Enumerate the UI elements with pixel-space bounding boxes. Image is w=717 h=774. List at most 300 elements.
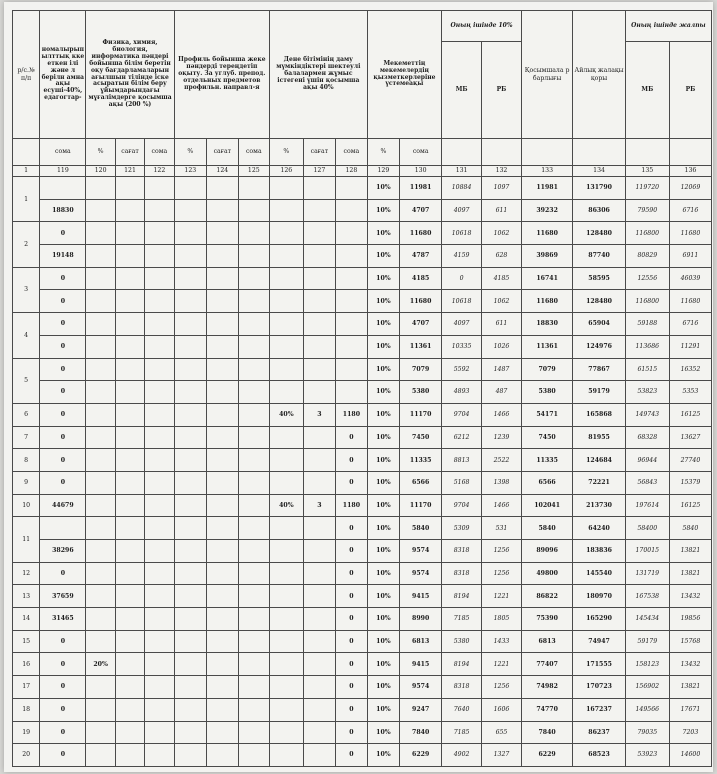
mb-10-cell: 5168 <box>442 471 482 494</box>
mb-10-cell: 8318 <box>442 540 482 563</box>
profile-hours-cell <box>207 630 238 653</box>
science-hours-cell <box>115 562 144 585</box>
special-pct-cell <box>270 358 304 381</box>
profile-hours-cell <box>207 676 238 699</box>
mb-10-cell: 5380 <box>442 630 482 653</box>
row-number-cell: 7 <box>13 426 40 449</box>
profile-pct-cell <box>174 653 207 676</box>
special-pct-cell <box>270 608 304 631</box>
science-sum-cell <box>145 222 174 245</box>
special-hours-cell <box>303 744 336 767</box>
rb-10-cell: 1805 <box>482 608 522 631</box>
profile-hours-cell <box>207 313 238 336</box>
special-pct-cell <box>270 449 304 472</box>
science-pct-cell <box>86 517 115 540</box>
science-sum-cell <box>145 562 174 585</box>
row-number-cell: 4 <box>13 313 40 358</box>
table-row <box>13 562 712 585</box>
science-pct-cell <box>86 313 115 336</box>
amount-cell: 0 <box>40 562 86 585</box>
index-cell: 120 <box>86 166 115 177</box>
amount-cell: 0 <box>40 426 86 449</box>
total-additions-cell: 7079 <box>521 358 572 381</box>
science-pct-cell <box>86 471 115 494</box>
index-cell: 135 <box>625 166 669 177</box>
amount-cell: 0 <box>40 721 86 744</box>
row-number-cell: 14 <box>13 608 40 631</box>
rb-10-cell: 1256 <box>482 562 522 585</box>
row-number-cell: 16 <box>13 653 40 676</box>
total-mb-cell: 149566 <box>625 698 669 721</box>
special-sum-cell: 0 <box>336 449 368 472</box>
special-sum-cell: 0 <box>336 608 368 631</box>
profile-sum-cell <box>238 381 270 404</box>
amount-cell: 0 <box>40 676 86 699</box>
science-hours-cell <box>115 403 144 426</box>
profile-sum-cell <box>238 199 270 222</box>
profile-sum-cell <box>238 608 270 631</box>
monthly-fund-cell: 165290 <box>573 608 625 631</box>
total-additions-cell: 75390 <box>521 608 572 631</box>
experience-pct-cell: 10% <box>367 517 400 540</box>
science-hours-cell <box>115 177 144 200</box>
special-sum-cell: 0 <box>336 426 368 449</box>
science-sum-cell <box>145 540 174 563</box>
special-hours-cell <box>303 245 336 268</box>
amount-cell: 0 <box>40 267 86 290</box>
total-rb-cell: 15768 <box>669 630 711 653</box>
profile-hours-cell <box>207 222 238 245</box>
science-sum-cell <box>145 381 174 404</box>
monthly-fund-cell: 128480 <box>573 290 625 313</box>
profile-sum-cell <box>238 290 270 313</box>
rb-10-cell: 1606 <box>482 698 522 721</box>
amount-cell: 0 <box>40 744 86 767</box>
amount-cell: 0 <box>40 653 86 676</box>
profile-sum-cell <box>238 358 270 381</box>
experience-pct-cell: 10% <box>367 698 400 721</box>
table-row <box>13 222 712 245</box>
index-cell: 125 <box>238 166 270 177</box>
science-pct-cell <box>86 585 115 608</box>
profile-hours-cell <box>207 540 238 563</box>
experience-pct-cell: 10% <box>367 653 400 676</box>
profile-sum-cell <box>238 403 270 426</box>
monthly-fund-cell: 81955 <box>573 426 625 449</box>
science-pct-cell <box>86 698 115 721</box>
special-pct-cell: 40% <box>270 403 304 426</box>
science-hours-cell <box>115 290 144 313</box>
total-mb-cell: 80829 <box>625 245 669 268</box>
total-additions-cell: 102041 <box>521 494 572 517</box>
profile-sum-cell <box>238 676 270 699</box>
total-rb-cell: 14600 <box>669 744 711 767</box>
profile-sum-cell <box>238 449 270 472</box>
table-row <box>13 358 712 381</box>
amount-cell: 0 <box>40 381 86 404</box>
special-pct-cell <box>270 630 304 653</box>
total-mb-cell: 149743 <box>625 403 669 426</box>
table-body <box>13 177 712 767</box>
total-rb-cell: 12069 <box>669 177 711 200</box>
total-additions-cell: 18830 <box>521 313 572 336</box>
monthly-fund-cell: 58595 <box>573 267 625 290</box>
science-pct-cell <box>86 562 115 585</box>
table-row <box>13 721 712 744</box>
science-pct-cell <box>86 290 115 313</box>
special-hours-cell <box>303 222 336 245</box>
experience-sum-cell: 11170 <box>400 403 442 426</box>
experience-pct-cell: 10% <box>367 630 400 653</box>
experience-pct-cell: 10% <box>367 245 400 268</box>
profile-sum-cell <box>238 426 270 449</box>
monthly-fund-cell: 167237 <box>573 698 625 721</box>
mb-10-cell: 8194 <box>442 585 482 608</box>
experience-sum-cell: 6813 <box>400 630 442 653</box>
science-sum-cell <box>145 177 174 200</box>
experience-sum-cell: 11680 <box>400 222 442 245</box>
science-pct-cell <box>86 608 115 631</box>
special-hours-cell <box>303 653 336 676</box>
amount-cell: 31465 <box>40 608 86 631</box>
science-pct-cell <box>86 177 115 200</box>
total-rb-cell: 5353 <box>669 381 711 404</box>
table-row <box>13 494 712 517</box>
row-number-cell: 18 <box>13 698 40 721</box>
science-pct-cell <box>86 744 115 767</box>
experience-sum-cell: 4707 <box>400 313 442 336</box>
special-hours-cell <box>303 199 336 222</box>
profile-pct-cell <box>174 608 207 631</box>
unit-cell: % <box>174 139 207 166</box>
science-sum-cell <box>145 608 174 631</box>
special-pct-cell <box>270 177 304 200</box>
experience-sum-cell: 7450 <box>400 426 442 449</box>
science-sum-cell <box>145 245 174 268</box>
header-special-needs: Дене бітімінің даму мүмкіндіктері шектеулі балалармен жұмыс істегені үшін қосымша ақы 40% <box>270 11 368 139</box>
special-hours-cell <box>303 540 336 563</box>
total-mb-cell: 59179 <box>625 630 669 653</box>
profile-hours-cell <box>207 381 238 404</box>
profile-sum-cell <box>238 245 270 268</box>
experience-pct-cell: 10% <box>367 449 400 472</box>
experience-sum-cell: 5840 <box>400 517 442 540</box>
total-additions-cell: 11680 <box>521 290 572 313</box>
special-pct-cell <box>270 653 304 676</box>
rb-10-cell: 1097 <box>482 177 522 200</box>
science-hours-cell <box>115 381 144 404</box>
science-pct-cell <box>86 199 115 222</box>
table-row <box>13 653 712 676</box>
total-mb-cell: 167538 <box>625 585 669 608</box>
row-number-cell: 10 <box>13 494 40 517</box>
monthly-fund-cell: 77867 <box>573 358 625 381</box>
mb-10-cell: 8813 <box>442 449 482 472</box>
row-number-cell: 19 <box>13 721 40 744</box>
row-number-cell: 20 <box>13 744 40 767</box>
science-sum-cell <box>145 653 174 676</box>
unit-cell: сағат <box>303 139 336 166</box>
mb-10-cell: 6212 <box>442 426 482 449</box>
special-pct-cell <box>270 290 304 313</box>
table-row <box>13 290 712 313</box>
profile-hours-cell <box>207 471 238 494</box>
total-mb-cell: 145434 <box>625 608 669 631</box>
profile-pct-cell <box>174 403 207 426</box>
profile-pct-cell <box>174 698 207 721</box>
total-rb-cell: 16352 <box>669 358 711 381</box>
total-mb-cell: 12556 <box>625 267 669 290</box>
total-rb-cell: 27740 <box>669 449 711 472</box>
experience-pct-cell: 10% <box>367 471 400 494</box>
profile-sum-cell <box>238 267 270 290</box>
total-additions-cell: 11981 <box>521 177 572 200</box>
science-pct-cell <box>86 540 115 563</box>
experience-sum-cell: 4185 <box>400 267 442 290</box>
special-hours-cell <box>303 358 336 381</box>
index-cell: 133 <box>521 166 572 177</box>
salary-table <box>12 10 712 767</box>
profile-hours-cell <box>207 267 238 290</box>
profile-hours-cell <box>207 608 238 631</box>
header-total-mb: МБ <box>625 42 669 139</box>
mb-10-cell: 7185 <box>442 721 482 744</box>
special-hours-cell <box>303 608 336 631</box>
special-hours-cell <box>303 517 336 540</box>
special-pct-cell <box>270 540 304 563</box>
special-hours-cell <box>303 381 336 404</box>
special-pct-cell <box>270 471 304 494</box>
experience-sum-cell: 4707 <box>400 199 442 222</box>
special-pct-cell: 40% <box>270 494 304 517</box>
profile-sum-cell <box>238 585 270 608</box>
profile-pct-cell <box>174 585 207 608</box>
profile-sum-cell <box>238 494 270 517</box>
index-row <box>13 166 712 177</box>
science-hours-cell <box>115 426 144 449</box>
profile-hours-cell <box>207 494 238 517</box>
special-sum-cell <box>336 222 368 245</box>
special-sum-cell: 1180 <box>336 494 368 517</box>
profile-pct-cell <box>174 471 207 494</box>
total-rb-cell: 13821 <box>669 540 711 563</box>
monthly-fund-cell: 72221 <box>573 471 625 494</box>
special-hours-cell <box>303 471 336 494</box>
profile-hours-cell <box>207 517 238 540</box>
science-pct-cell <box>86 449 115 472</box>
profile-hours-cell <box>207 698 238 721</box>
row-number-cell: 13 <box>13 585 40 608</box>
profile-sum-cell <box>238 177 270 200</box>
special-hours-cell <box>303 630 336 653</box>
monthly-fund-cell: 124684 <box>573 449 625 472</box>
science-hours-cell <box>115 222 144 245</box>
total-additions-cell: 54171 <box>521 403 572 426</box>
mb-10-cell: 4893 <box>442 381 482 404</box>
profile-pct-cell <box>174 562 207 585</box>
profile-sum-cell <box>238 721 270 744</box>
science-sum-cell <box>145 698 174 721</box>
special-sum-cell: 0 <box>336 562 368 585</box>
rb-10-cell: 1062 <box>482 290 522 313</box>
mb-10-cell: 8194 <box>442 653 482 676</box>
header-total-additions: Қосымшала р барлығы <box>521 11 572 139</box>
total-rb-cell: 16125 <box>669 403 711 426</box>
special-pct-cell <box>270 267 304 290</box>
table-row <box>13 426 712 449</box>
profile-pct-cell <box>174 449 207 472</box>
special-pct-cell <box>270 313 304 336</box>
header-experience: Мекеметтің мекемелердің қызметкерлеріне үстемеақы <box>367 11 442 139</box>
special-pct-cell <box>270 245 304 268</box>
monthly-fund-cell: 165868 <box>573 403 625 426</box>
science-pct-cell <box>86 245 115 268</box>
table-row <box>13 335 712 358</box>
table-row <box>13 585 712 608</box>
monthly-fund-cell: 87740 <box>573 245 625 268</box>
total-additions-cell: 39869 <box>521 245 572 268</box>
mb-10-cell: 9704 <box>442 403 482 426</box>
profile-hours-cell <box>207 290 238 313</box>
unit-cell: сағат <box>115 139 144 166</box>
experience-sum-cell: 11335 <box>400 449 442 472</box>
profile-pct-cell <box>174 313 207 336</box>
mb-10-cell: 8318 <box>442 676 482 699</box>
header-rownum: р/с.№ п/п <box>13 11 40 139</box>
profile-pct-cell <box>174 381 207 404</box>
science-hours-cell <box>115 199 144 222</box>
experience-pct-cell: 10% <box>367 585 400 608</box>
special-hours-cell <box>303 267 336 290</box>
experience-sum-cell: 6229 <box>400 744 442 767</box>
experience-pct-cell: 10% <box>367 608 400 631</box>
science-hours-cell <box>115 267 144 290</box>
experience-pct-cell: 10% <box>367 177 400 200</box>
special-sum-cell: 0 <box>336 585 368 608</box>
mb-10-cell: 10335 <box>442 335 482 358</box>
science-pct-cell <box>86 222 115 245</box>
mb-10-cell: 5592 <box>442 358 482 381</box>
header-rb: РБ <box>482 42 522 139</box>
special-sum-cell <box>336 290 368 313</box>
amount-cell: 0 <box>40 403 86 426</box>
row-number-cell: 17 <box>13 676 40 699</box>
mb-10-cell: 4159 <box>442 245 482 268</box>
science-pct-cell <box>86 358 115 381</box>
special-sum-cell: 0 <box>336 653 368 676</box>
total-mb-cell: 119720 <box>625 177 669 200</box>
science-pct-cell: 20% <box>86 653 115 676</box>
total-additions-cell: 11680 <box>521 222 572 245</box>
special-pct-cell <box>270 744 304 767</box>
mb-10-cell: 5309 <box>442 517 482 540</box>
special-hours-cell <box>303 177 336 200</box>
total-mb-cell: 53923 <box>625 744 669 767</box>
table-row <box>13 177 712 200</box>
total-rb-cell: 15379 <box>669 471 711 494</box>
profile-hours-cell <box>207 177 238 200</box>
table-header <box>13 11 712 177</box>
experience-sum-cell: 11170 <box>400 494 442 517</box>
total-mb-cell: 113686 <box>625 335 669 358</box>
experience-pct-cell: 10% <box>367 313 400 336</box>
total-rb-cell: 46039 <box>669 267 711 290</box>
profile-pct-cell <box>174 517 207 540</box>
mb-10-cell: 10618 <box>442 222 482 245</box>
special-hours-cell <box>303 426 336 449</box>
profile-hours-cell <box>207 199 238 222</box>
mb-10-cell: 0 <box>442 267 482 290</box>
table-row <box>13 676 712 699</box>
index-cell: 132 <box>482 166 522 177</box>
science-sum-cell <box>145 494 174 517</box>
experience-pct-cell: 10% <box>367 403 400 426</box>
monthly-fund-cell: 170723 <box>573 676 625 699</box>
special-pct-cell <box>270 381 304 404</box>
rb-10-cell: 1221 <box>482 585 522 608</box>
experience-sum-cell: 9574 <box>400 562 442 585</box>
experience-pct-cell: 10% <box>367 676 400 699</box>
index-cell: 122 <box>145 166 174 177</box>
rb-10-cell: 1239 <box>482 426 522 449</box>
science-hours-cell <box>115 540 144 563</box>
total-additions-cell: 16741 <box>521 267 572 290</box>
amount-cell: 0 <box>40 222 86 245</box>
total-additions-cell: 74982 <box>521 676 572 699</box>
experience-pct-cell: 10% <box>367 494 400 517</box>
special-pct-cell <box>270 222 304 245</box>
total-rb-cell: 13821 <box>669 562 711 585</box>
profile-sum-cell <box>238 540 270 563</box>
header-monthly-fund: Айлық жалақы қоры <box>573 11 625 139</box>
rb-10-cell: 1433 <box>482 630 522 653</box>
experience-sum-cell: 4787 <box>400 245 442 268</box>
special-pct-cell <box>270 426 304 449</box>
science-sum-cell <box>145 358 174 381</box>
profile-sum-cell <box>238 698 270 721</box>
table-row <box>13 199 712 222</box>
science-hours-cell <box>115 585 144 608</box>
unit-cell: % <box>270 139 304 166</box>
experience-pct-cell: 10% <box>367 267 400 290</box>
profile-hours-cell <box>207 744 238 767</box>
header-group-total: Оның ішінде жалпы <box>625 11 711 42</box>
science-pct-cell <box>86 403 115 426</box>
mb-10-cell: 4097 <box>442 199 482 222</box>
index-cell: 130 <box>400 166 442 177</box>
special-sum-cell <box>336 313 368 336</box>
special-sum-cell: 0 <box>336 517 368 540</box>
total-rb-cell: 6716 <box>669 199 711 222</box>
unit-cell: сағат <box>207 139 238 166</box>
special-sum-cell: 0 <box>336 744 368 767</box>
profile-sum-cell <box>238 222 270 245</box>
total-rb-cell: 13432 <box>669 585 711 608</box>
experience-pct-cell: 10% <box>367 358 400 381</box>
total-mb-cell: 53823 <box>625 381 669 404</box>
profile-pct-cell <box>174 494 207 517</box>
experience-pct-cell: 10% <box>367 222 400 245</box>
monthly-fund-cell: 59179 <box>573 381 625 404</box>
experience-pct-cell: 10% <box>367 290 400 313</box>
rb-10-cell: 1466 <box>482 494 522 517</box>
special-sum-cell <box>336 358 368 381</box>
experience-sum-cell: 9574 <box>400 676 442 699</box>
total-mb-cell: 79035 <box>625 721 669 744</box>
special-sum-cell: 0 <box>336 698 368 721</box>
total-mb-cell: 59188 <box>625 313 669 336</box>
monthly-fund-cell: 74947 <box>573 630 625 653</box>
